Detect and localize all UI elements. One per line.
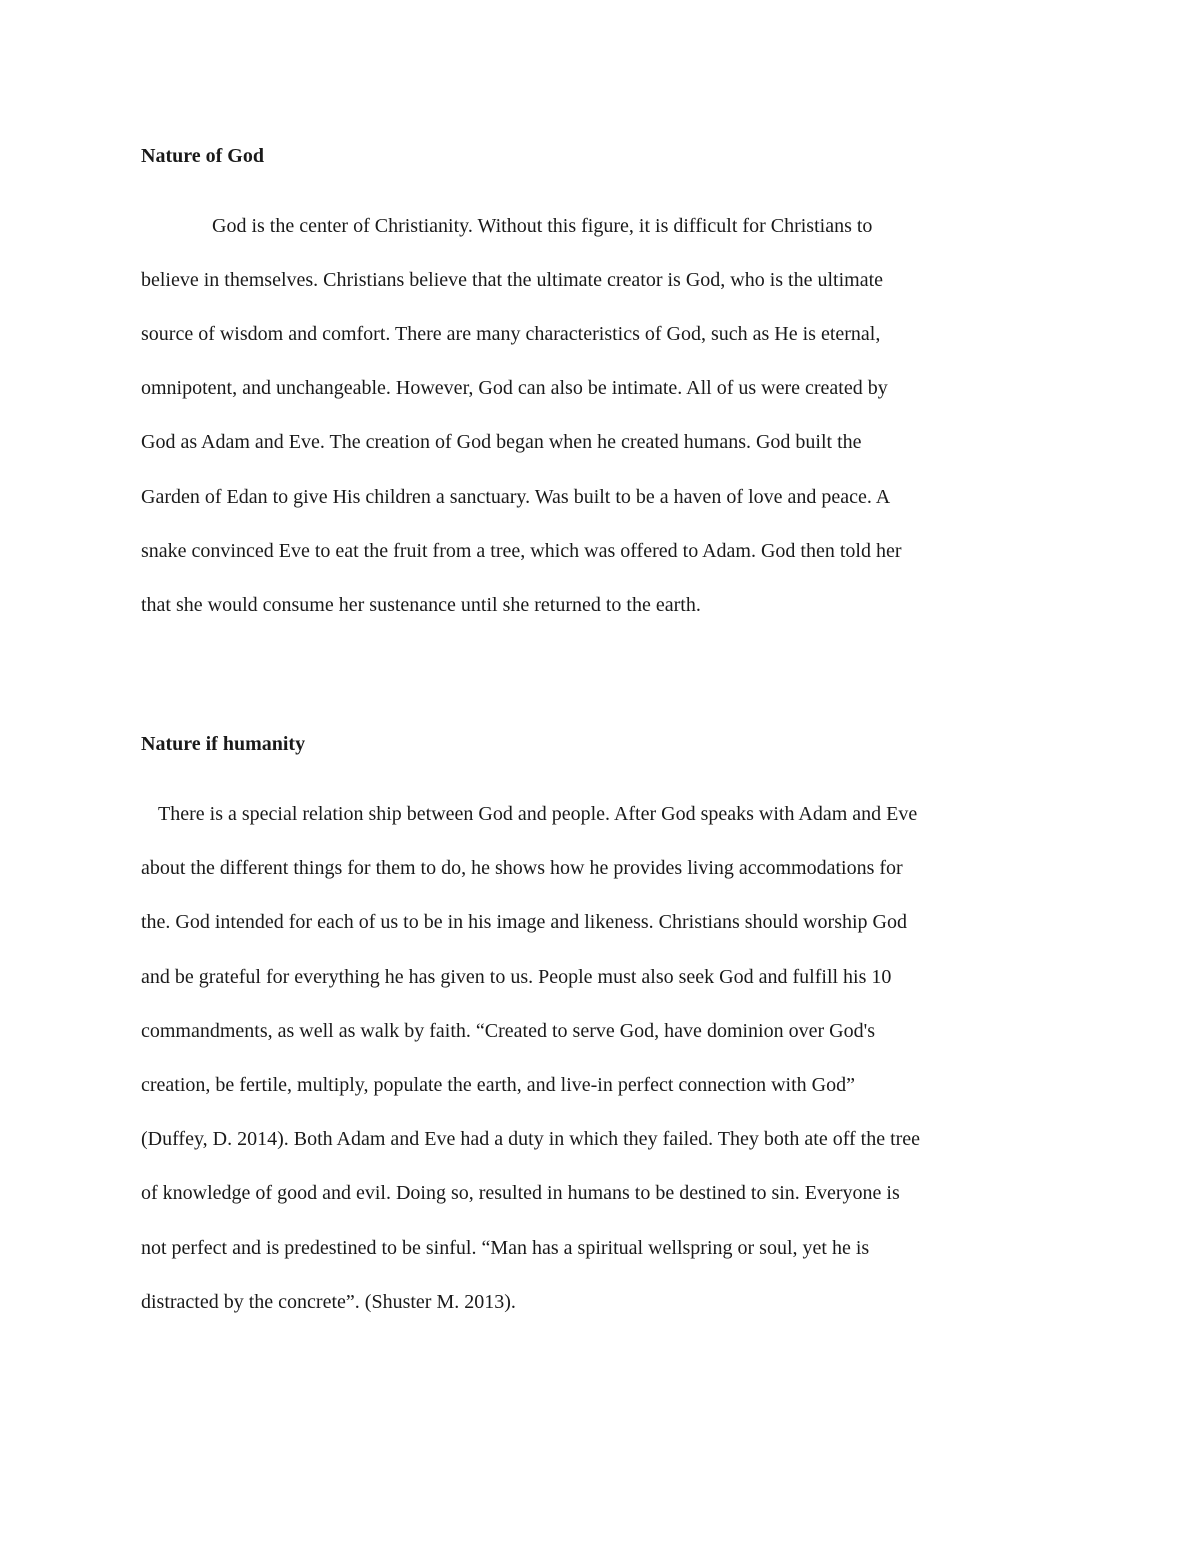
section-heading-nature-of-god: Nature of God — [141, 145, 264, 167]
paragraph-line: There is a special relation ship between God and people. After God speaks with Adam and Eve — [158, 803, 918, 825]
paragraph-line: snake convinced Eve to eat the fruit from a tree, which was offered to Adam. God then told her — [141, 540, 902, 562]
paragraph-line: creation, be fertile, multiply, populate the earth, and live-in perfect connection with God” — [141, 1074, 855, 1096]
paragraph-line: the. God intended for each of us to be in his image and likeness. Christians should worship God — [141, 911, 907, 933]
paragraph-line: commandments, as well as walk by faith. “Created to serve God, have dominion over God's — [141, 1020, 875, 1042]
paragraph-line: Garden of Edan to give His children a sanctuary. Was built to be a haven of love and peace. A — [141, 486, 891, 508]
paragraph-line: of knowledge of good and evil. Doing so, resulted in humans to be destined to sin. Everyone is — [141, 1182, 900, 1204]
paragraph-line: God as Adam and Eve. The creation of God began when he created humans. God built the — [141, 431, 862, 453]
paragraph-line: about the different things for them to do, he shows how he provides living accommodations for — [141, 857, 903, 879]
section-heading-nature-if-humanity: Nature if humanity — [141, 733, 306, 755]
paragraph-line: and be grateful for everything he has given to us. People must also seek God and fulfill his 10 — [141, 966, 892, 988]
paragraph-line: God is the center of Christianity. Without this figure, it is difficult for Christians to — [212, 215, 873, 237]
paragraph-line: believe in themselves. Christians believe that the ultimate creator is God, who is the ultimate — [141, 269, 884, 291]
paragraph-line: source of wisdom and comfort. There are many characteristics of God, such as He is eternal, — [141, 323, 881, 345]
paragraph-line: omnipotent, and unchangeable. However, God can also be intimate. All of us were created by — [141, 377, 888, 399]
paragraph-line: that she would consume her sustenance until she returned to the earth. — [141, 594, 701, 616]
paragraph-line: not perfect and is predestined to be sinful. “Man has a spiritual wellspring or soul, yet he is — [141, 1237, 870, 1259]
paragraph-line: distracted by the concrete”. (Shuster M. 2013). — [141, 1291, 516, 1313]
paragraph-line: (Duffey, D. 2014). Both Adam and Eve had a duty in which they failed. They both ate off the tree — [141, 1128, 921, 1150]
